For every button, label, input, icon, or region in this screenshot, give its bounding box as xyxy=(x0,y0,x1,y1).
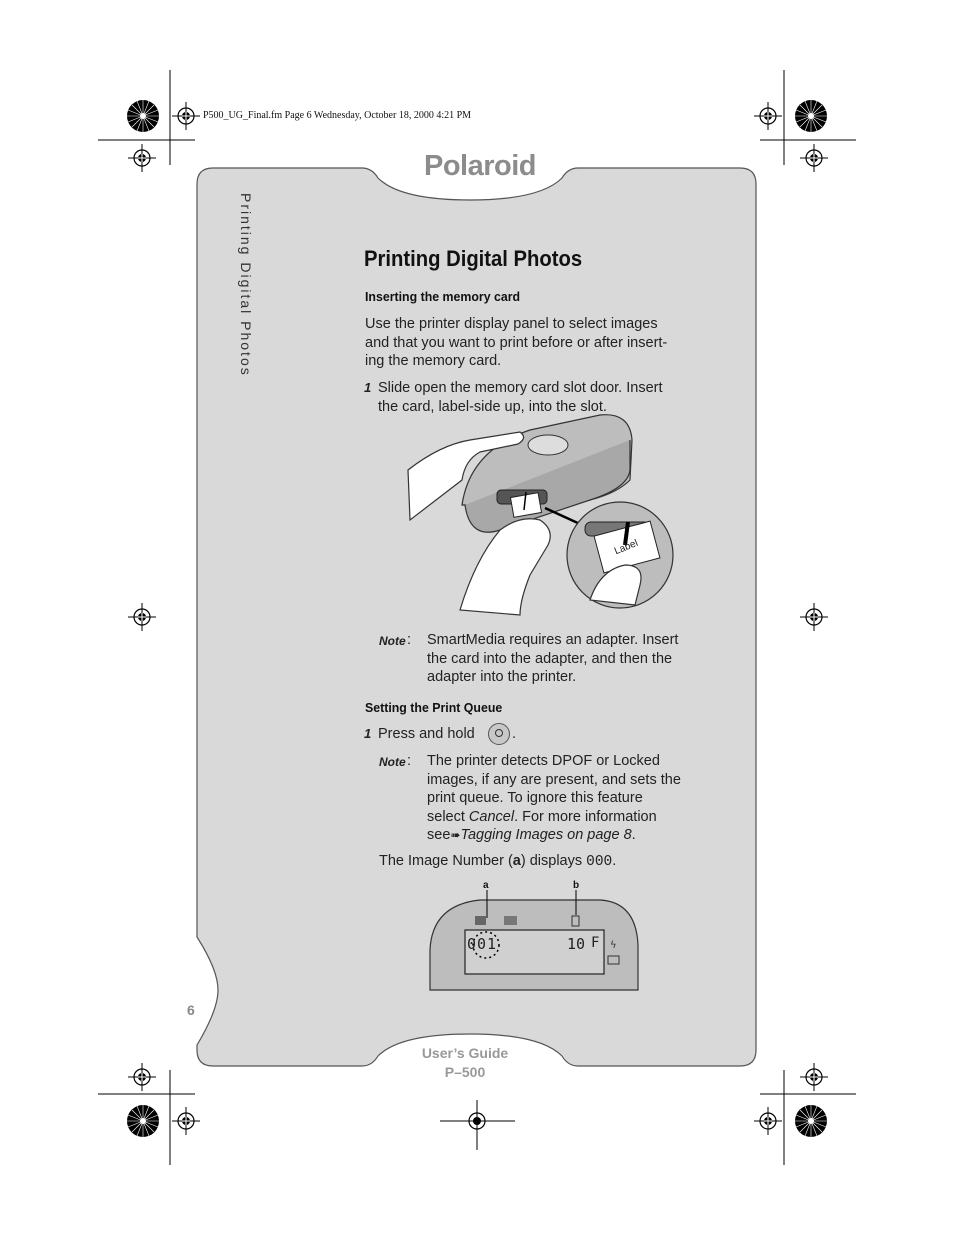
note-label: Note xyxy=(379,634,406,648)
lcd-symbol: F xyxy=(591,935,600,951)
intro-paragraph: Use the printer display panel to select images and that you want to print before or after insert- ing the memory card. xyxy=(365,316,668,369)
footer-guide-title: User’s Guide P–500 xyxy=(421,1045,509,1080)
step-number: 1 xyxy=(364,726,372,741)
lcd-callout-b: b xyxy=(573,880,580,891)
power-button-icon xyxy=(488,723,510,745)
lcd-callout-a: a xyxy=(483,880,489,891)
lcd-image-number: 001 xyxy=(467,935,498,953)
svg-text:ϟ: ϟ xyxy=(610,940,617,951)
memory-card-illustration xyxy=(367,415,697,622)
tagging-images-link[interactable]: Tagging Images on page 8 xyxy=(460,827,632,843)
lcd-illustration xyxy=(430,890,638,990)
polaroid-logo: Polaroid xyxy=(423,150,536,182)
page-title: Printing Digital Photos xyxy=(364,246,583,271)
arrow-icon: ➠ xyxy=(450,828,461,842)
step-number: 1 xyxy=(364,380,372,395)
image-number-text: The Image Number (a) displays 000. xyxy=(379,853,617,870)
heading-print-queue: Setting the Print Queue xyxy=(365,700,503,715)
page-number: 6 xyxy=(187,1002,195,1018)
note-label: Note xyxy=(379,755,406,769)
lcd-count: 10 xyxy=(567,935,586,953)
step-1-press-hold: 1 Press and hold . xyxy=(364,725,704,745)
file-info-header: P500_UG_Final.fm Page 6 Wednesday, October 18, 2000 4:21 PM xyxy=(203,110,472,121)
illustration-card-label: Label xyxy=(612,537,640,558)
heading-inserting-memory-card: Inserting the memory card xyxy=(365,289,521,304)
sidebar-section-title: Printing Digital Photos xyxy=(238,193,254,377)
